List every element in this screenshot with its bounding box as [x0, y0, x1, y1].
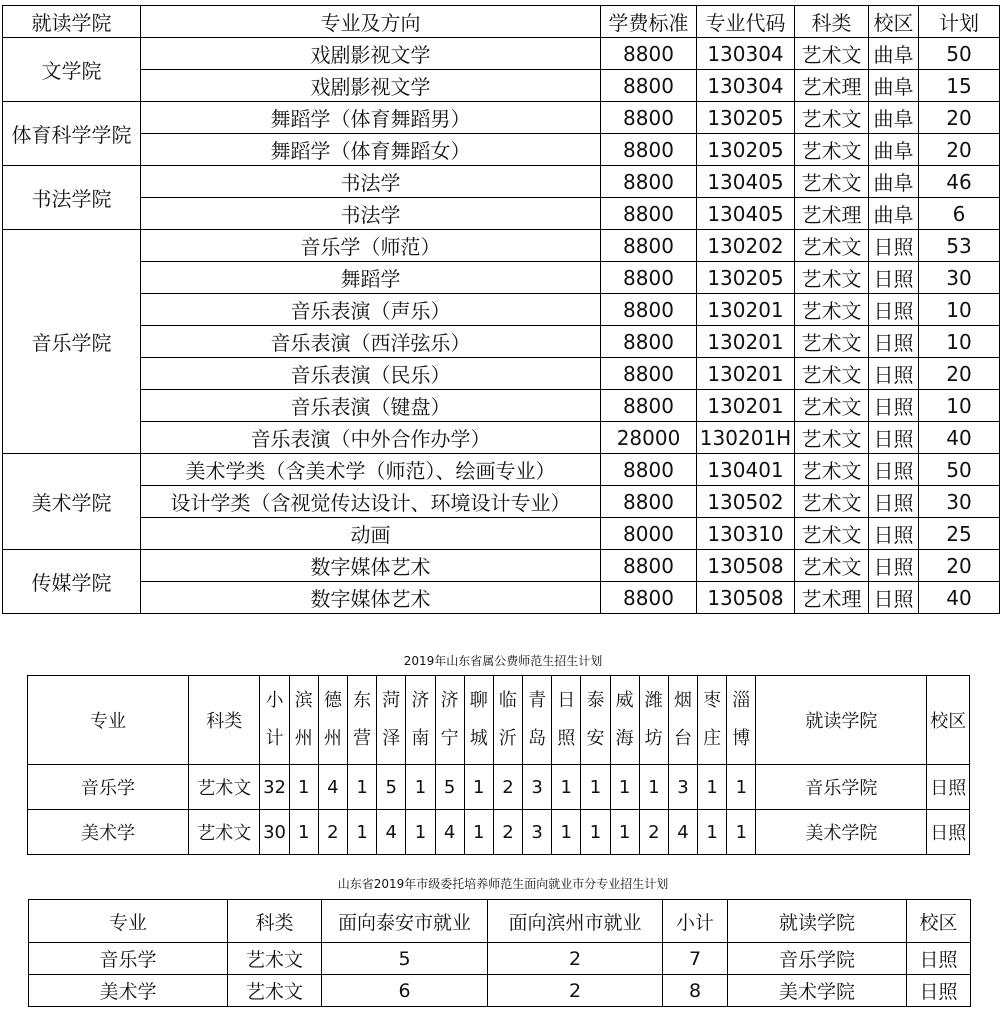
tuition-cell: 8800	[601, 550, 697, 582]
header-city-char: 日	[557, 690, 576, 711]
campus-cell: 日照	[869, 326, 919, 358]
major-cell: 戏剧影视文学	[141, 70, 601, 102]
table-row	[3, 390, 1000, 422]
major-cell: 数字媒体艺术	[141, 582, 601, 614]
header-city	[347, 676, 376, 765]
header-city-char: 营	[353, 728, 372, 749]
binzhou-count-cell: 2	[488, 975, 663, 1007]
public-normal-plan-table-body	[28, 676, 970, 855]
table-row	[3, 518, 1000, 550]
code-cell: 130201	[697, 294, 795, 326]
code-cell: 130502	[697, 486, 795, 518]
city-count-cell: 1	[464, 765, 493, 810]
major-cell: 音乐学	[29, 943, 228, 975]
header-city-char: 泽	[382, 728, 401, 749]
tuition-cell: 8000	[601, 518, 697, 550]
plan-cell: 15	[919, 70, 1000, 102]
table-row	[3, 582, 1000, 614]
header-city-char: 安	[586, 728, 605, 749]
table-row	[3, 454, 1000, 486]
tuition-cell: 8800	[601, 70, 697, 102]
tuition-cell: 8800	[601, 230, 697, 262]
tuition-cell: 8800	[601, 198, 697, 230]
college-cell: 音乐学院	[3, 230, 141, 454]
category-cell: 艺术文	[795, 486, 869, 518]
college-cell: 美术学院	[3, 454, 141, 550]
header-city-char: 州	[323, 728, 342, 749]
header-city-char: 沂	[498, 728, 517, 749]
category-cell: 艺术文	[795, 358, 869, 390]
header-city	[727, 676, 756, 765]
header-cell: 面向滨州市就业	[488, 900, 663, 943]
header-city-char: 德	[323, 690, 342, 711]
header-college: 就读学院	[756, 676, 927, 765]
city-count-cell: 1	[581, 765, 610, 810]
major-cell: 美术学	[29, 975, 228, 1007]
table-row	[3, 134, 1000, 166]
header-city	[552, 676, 581, 765]
tuition-cell: 8800	[601, 38, 697, 70]
major-cell: 戏剧影视文学	[141, 38, 601, 70]
campus-cell: 日照	[869, 550, 919, 582]
code-cell: 130405	[697, 166, 795, 198]
header-city-char: 济	[440, 690, 459, 711]
city-count-cell: 1	[727, 765, 756, 810]
category-cell: 艺术文	[228, 943, 322, 975]
code-cell: 130205	[697, 262, 795, 294]
plan-cell: 10	[919, 390, 1000, 422]
header-city-char: 烟	[673, 690, 692, 711]
table-row	[3, 166, 1000, 198]
college-cell: 音乐学院	[728, 943, 907, 975]
header-cell: 专业	[29, 900, 228, 943]
code-cell: 130201	[697, 326, 795, 358]
city-count-cell: 1	[406, 810, 435, 855]
header-city-char: 滨	[294, 690, 313, 711]
city-count-cell: 5	[435, 765, 464, 810]
tuition-cell: 8800	[601, 166, 697, 198]
header-city	[464, 676, 493, 765]
city-count-cell: 1	[610, 810, 639, 855]
plan-cell: 20	[919, 102, 1000, 134]
header-cell: 专业代码	[697, 6, 795, 38]
header-cell: 就读学院	[3, 6, 141, 38]
city-count-cell: 1	[610, 765, 639, 810]
city-count-cell: 1	[698, 765, 727, 810]
header-city-char: 城	[469, 728, 488, 749]
commissioned-normal-plan-table	[28, 899, 971, 1007]
header-cell: 科类	[228, 900, 322, 943]
header-city	[523, 676, 552, 765]
header-city-char: 州	[294, 728, 313, 749]
table-row	[3, 70, 1000, 102]
category-cell: 艺术文	[795, 454, 869, 486]
header-city-char: 威	[615, 690, 634, 711]
plan-cell: 6	[919, 198, 1000, 230]
header-city	[493, 676, 522, 765]
city-count-cell: 4	[377, 810, 406, 855]
table-row	[3, 422, 1000, 454]
header-city	[406, 676, 435, 765]
header-subtotal-char: 小	[265, 690, 284, 711]
category-cell: 艺术文	[189, 810, 260, 855]
category-cell: 艺术文	[795, 422, 869, 454]
plan-cell: 20	[919, 550, 1000, 582]
category-cell: 艺术文	[795, 134, 869, 166]
tuition-cell: 28000	[601, 422, 697, 454]
table-row	[28, 765, 970, 810]
category-cell: 艺术文	[795, 390, 869, 422]
major-cell: 数字媒体艺术	[141, 550, 601, 582]
table2-title: 2019年山东省属公费师范生招生计划	[403, 654, 603, 668]
campus-cell: 日照	[927, 765, 970, 810]
city-count-cell: 2	[493, 765, 522, 810]
header-city-char: 潍	[644, 690, 663, 711]
major-cell: 音乐学（师范）	[141, 230, 601, 262]
header-city	[698, 676, 727, 765]
plan-cell: 40	[919, 422, 1000, 454]
city-count-cell: 4	[318, 765, 347, 810]
major-cell: 舞蹈学（体育舞蹈女）	[141, 134, 601, 166]
college-cell: 美术学院	[756, 810, 927, 855]
city-count-cell: 4	[435, 810, 464, 855]
campus-cell: 日照	[869, 518, 919, 550]
category-cell: 艺术文	[795, 38, 869, 70]
city-count-cell: 1	[552, 810, 581, 855]
city-count-cell: 2	[639, 810, 668, 855]
code-cell: 130205	[697, 134, 795, 166]
header-city-char: 海	[615, 728, 634, 749]
code-cell: 130201H	[697, 422, 795, 454]
public-normal-plan-table	[27, 675, 970, 855]
taian-count-cell: 5	[322, 943, 488, 975]
code-cell: 130202	[697, 230, 795, 262]
major-cell: 音乐表演（键盘）	[141, 390, 601, 422]
category-cell: 艺术文	[795, 102, 869, 134]
binzhou-count-cell: 2	[488, 943, 663, 975]
campus-cell: 日照	[869, 262, 919, 294]
campus-cell: 日照	[869, 294, 919, 326]
city-count-cell: 3	[523, 810, 552, 855]
header-city	[639, 676, 668, 765]
header-city	[668, 676, 697, 765]
city-count-cell: 1	[347, 765, 376, 810]
header-subtotal	[260, 676, 289, 765]
category-cell: 艺术文	[228, 975, 322, 1007]
header-city-char: 庄	[703, 728, 722, 749]
plan-cell: 40	[919, 582, 1000, 614]
plan-cell: 20	[919, 134, 1000, 166]
header-cell: 小计	[663, 900, 728, 943]
campus-cell: 曲阜	[869, 166, 919, 198]
major-plan-table	[2, 5, 1000, 614]
category-cell: 艺术文	[189, 765, 260, 810]
city-count-cell: 2	[318, 810, 347, 855]
plan-cell: 25	[919, 518, 1000, 550]
header-city-char: 临	[498, 690, 517, 711]
tuition-cell: 8800	[601, 262, 697, 294]
major-plan-table-body	[3, 6, 1000, 614]
header-campus: 校区	[927, 676, 970, 765]
header-city-char: 东	[353, 690, 372, 711]
header-city-char: 淄	[732, 690, 751, 711]
major-cell: 音乐表演（声乐）	[141, 294, 601, 326]
city-count-cell: 5	[377, 765, 406, 810]
major-cell: 音乐表演（中外合作办学）	[141, 422, 601, 454]
campus-cell: 日照	[869, 582, 919, 614]
tuition-cell: 8800	[601, 134, 697, 166]
header-category: 科类	[189, 676, 260, 765]
header-cell: 校区	[869, 6, 919, 38]
category-cell: 艺术文	[795, 166, 869, 198]
campus-cell: 日照	[907, 943, 971, 975]
city-count-cell: 3	[523, 765, 552, 810]
header-cell: 面向泰安市就业	[322, 900, 488, 943]
table-row	[3, 358, 1000, 390]
table-row	[3, 550, 1000, 582]
tuition-cell: 8800	[601, 102, 697, 134]
major-cell: 舞蹈学	[141, 262, 601, 294]
city-count-cell: 4	[668, 810, 697, 855]
plan-cell: 53	[919, 230, 1000, 262]
tuition-cell: 8800	[601, 294, 697, 326]
plan-cell: 10	[919, 294, 1000, 326]
header-city-char: 南	[411, 728, 430, 749]
subtotal-cell: 8	[663, 975, 728, 1007]
subtotal-cell: 7	[663, 943, 728, 975]
header-city	[318, 676, 347, 765]
campus-cell: 曲阜	[869, 70, 919, 102]
campus-cell: 曲阜	[869, 38, 919, 70]
table-row	[3, 198, 1000, 230]
plan-cell: 46	[919, 166, 1000, 198]
header-city-char: 青	[528, 690, 547, 711]
plan-cell: 10	[919, 326, 1000, 358]
header-cell: 计划	[919, 6, 1000, 38]
subtotal-cell: 30	[260, 810, 289, 855]
header-row	[3, 6, 1000, 38]
major-cell: 动画	[141, 518, 601, 550]
table-row	[29, 975, 971, 1007]
header-city-char: 台	[673, 728, 692, 749]
code-cell: 130508	[697, 582, 795, 614]
college-cell: 体育科学学院	[3, 102, 141, 166]
header-row	[29, 900, 971, 943]
campus-cell: 曲阜	[869, 134, 919, 166]
header-cell: 就读学院	[728, 900, 907, 943]
header-city	[610, 676, 639, 765]
major-cell: 音乐学	[28, 765, 189, 810]
subtotal-cell: 32	[260, 765, 289, 810]
campus-cell: 曲阜	[869, 198, 919, 230]
header-row	[28, 676, 970, 765]
header-cell: 校区	[907, 900, 971, 943]
header-city-char: 枣	[703, 690, 722, 711]
campus-cell: 日照	[869, 454, 919, 486]
tuition-cell: 8800	[601, 358, 697, 390]
major-cell: 音乐表演（西洋弦乐）	[141, 326, 601, 358]
city-count-cell: 1	[464, 810, 493, 855]
table-row	[3, 38, 1000, 70]
header-city-char: 济	[411, 690, 430, 711]
table-row	[3, 102, 1000, 134]
plan-cell: 50	[919, 454, 1000, 486]
campus-cell: 曲阜	[869, 102, 919, 134]
code-cell: 130508	[697, 550, 795, 582]
city-count-cell: 1	[698, 810, 727, 855]
college-cell: 传媒学院	[3, 550, 141, 614]
header-city	[377, 676, 406, 765]
tuition-cell: 8800	[601, 326, 697, 358]
college-cell: 书法学院	[3, 166, 141, 230]
header-subtotal-char: 计	[265, 728, 284, 749]
header-city-char: 泰	[586, 690, 605, 711]
code-cell: 130405	[697, 198, 795, 230]
header-cell: 科类	[795, 6, 869, 38]
city-count-cell: 1	[552, 765, 581, 810]
category-cell: 艺术文	[795, 294, 869, 326]
campus-cell: 日照	[869, 422, 919, 454]
city-count-cell: 1	[406, 765, 435, 810]
campus-cell: 日照	[907, 975, 971, 1007]
city-count-cell: 1	[727, 810, 756, 855]
header-city	[289, 676, 318, 765]
city-count-cell: 3	[668, 765, 697, 810]
header-city-char: 岛	[528, 728, 547, 749]
table-row	[28, 810, 970, 855]
college-cell: 文学院	[3, 38, 141, 102]
tuition-cell: 8800	[601, 486, 697, 518]
table3-title: 山东省2019年市级委托培养师范生面向就业市分专业招生计划	[337, 877, 669, 891]
city-count-cell: 1	[347, 810, 376, 855]
major-cell: 美术学类（含美术学（师范）、绘画专业）	[141, 454, 601, 486]
plan-cell: 20	[919, 358, 1000, 390]
campus-cell: 日照	[869, 390, 919, 422]
code-cell: 130201	[697, 358, 795, 390]
table-row	[3, 486, 1000, 518]
category-cell: 艺术文	[795, 230, 869, 262]
campus-cell: 日照	[869, 358, 919, 390]
taian-count-cell: 6	[322, 975, 488, 1007]
college-cell: 美术学院	[728, 975, 907, 1007]
city-count-cell: 1	[289, 810, 318, 855]
header-city-char: 照	[557, 728, 576, 749]
category-cell: 艺术文	[795, 550, 869, 582]
campus-cell: 日照	[869, 486, 919, 518]
city-count-cell: 1	[289, 765, 318, 810]
plan-cell: 50	[919, 38, 1000, 70]
header-city	[581, 676, 610, 765]
header-major: 专业	[28, 676, 189, 765]
table-row	[29, 943, 971, 975]
table-row	[3, 294, 1000, 326]
commissioned-normal-plan-table-body	[29, 900, 971, 1007]
tuition-cell: 8800	[601, 390, 697, 422]
major-cell: 舞蹈学（体育舞蹈男）	[141, 102, 601, 134]
major-cell: 音乐表演（民乐）	[141, 358, 601, 390]
code-cell: 130304	[697, 38, 795, 70]
tuition-cell: 8800	[601, 582, 697, 614]
table-row	[3, 230, 1000, 262]
code-cell: 130205	[697, 102, 795, 134]
campus-cell: 日照	[927, 810, 970, 855]
header-city-char: 宁	[440, 728, 459, 749]
category-cell: 艺术文	[795, 518, 869, 550]
category-cell: 艺术理	[795, 582, 869, 614]
header-city	[435, 676, 464, 765]
category-cell: 艺术理	[795, 70, 869, 102]
category-cell: 艺术文	[795, 262, 869, 294]
table-row	[3, 262, 1000, 294]
code-cell: 130310	[697, 518, 795, 550]
code-cell: 130201	[697, 390, 795, 422]
table-row	[3, 326, 1000, 358]
major-cell: 设计学类（含视觉传达设计、环境设计专业）	[141, 486, 601, 518]
city-count-cell: 1	[639, 765, 668, 810]
header-city-char: 坊	[644, 728, 663, 749]
campus-cell: 日照	[869, 230, 919, 262]
code-cell: 130401	[697, 454, 795, 486]
major-cell: 书法学	[141, 166, 601, 198]
city-count-cell: 1	[581, 810, 610, 855]
header-city-char: 博	[732, 728, 751, 749]
tuition-cell: 8800	[601, 454, 697, 486]
city-count-cell: 2	[493, 810, 522, 855]
header-city-char: 菏	[382, 690, 401, 711]
plan-cell: 30	[919, 262, 1000, 294]
header-cell: 专业及方向	[141, 6, 601, 38]
major-cell: 美术学	[28, 810, 189, 855]
plan-cell: 30	[919, 486, 1000, 518]
code-cell: 130304	[697, 70, 795, 102]
category-cell: 艺术文	[795, 326, 869, 358]
college-cell: 音乐学院	[756, 765, 927, 810]
header-city-char: 聊	[469, 690, 488, 711]
header-cell: 学费标准	[601, 6, 697, 38]
major-cell: 书法学	[141, 198, 601, 230]
category-cell: 艺术理	[795, 198, 869, 230]
